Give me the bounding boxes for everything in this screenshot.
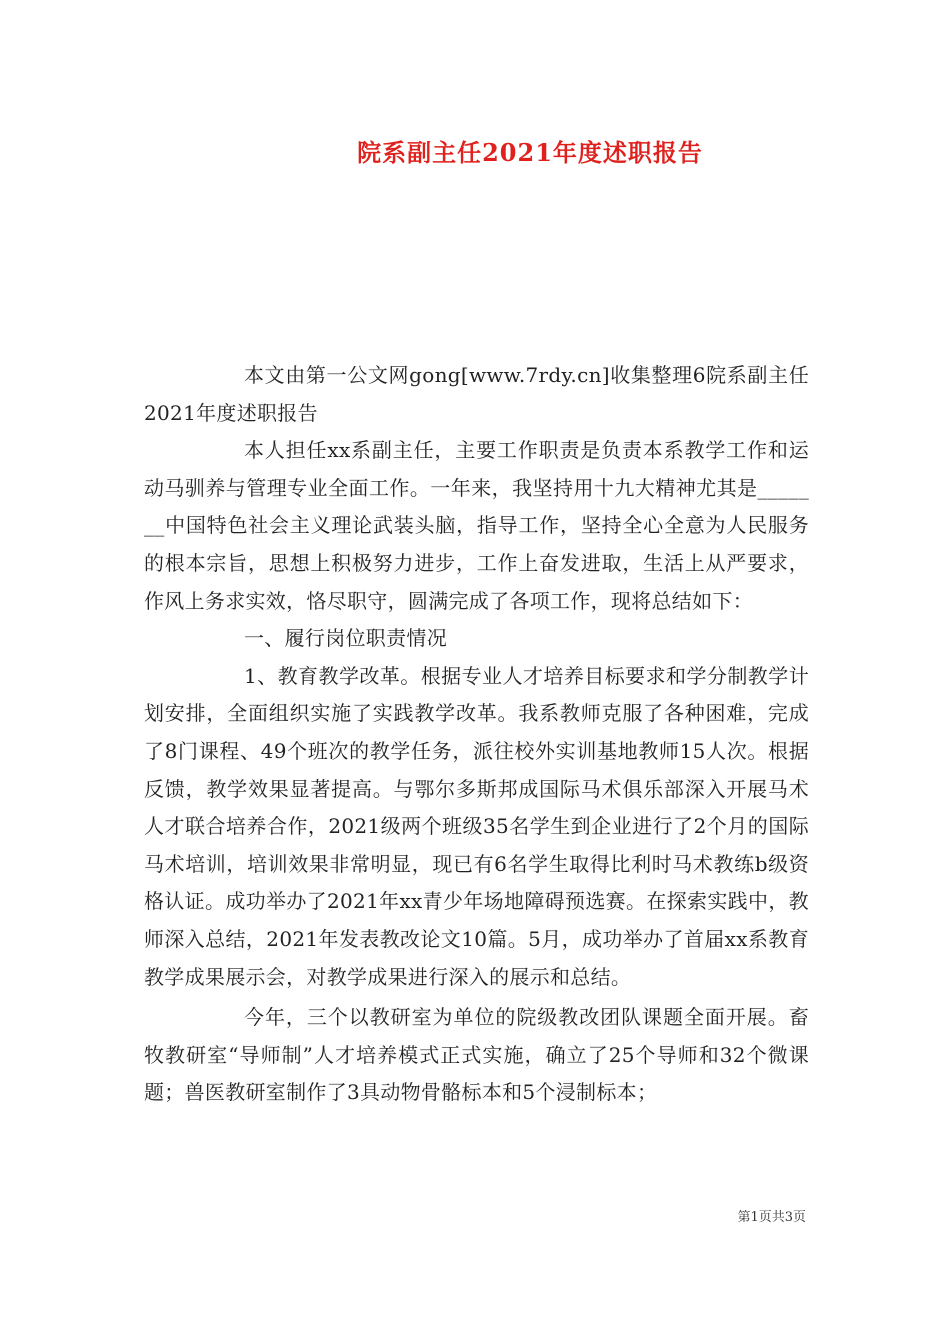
page-number-footer: 第1页共3页 — [737, 1210, 806, 1225]
section-heading: 一、履行岗位职责情况 — [244, 626, 447, 651]
paragraph-teaching-reform: 1、教育教学改革。根据专业人才培养目标要求和学分制教学计划安排，全面组织实施了实践教学改革。我系教师克服了各种困难，完成了8门课程、49个班次的教学任务，派往校外实训基地教师15人次。根据反馈，教学效果显著提高。与鄂尔多斯邦成国际马术俱乐部深入开展马术人才联合培养合作，2021级两个班级35名学生到企业进行了2个月的国际马术培训，培训效果非常明显，现已有6名学生取得比利时马术教练b级资格认证。成功举办了2021年xx青少年场地障碍预选赛。在探索实践中，教师深入总结，2021年发表教改论文10篇。5月，成功举办了首届xx系教育教学成果展示会，对教学成果进行深入的展示和总结。 — [144, 663, 809, 989]
document-body — [144, 357, 809, 1112]
paragraph-source-note: 本文由第一公文网gong[www.7rdy.cn]收集整理6院系副主任2021年度述职报告 — [144, 363, 809, 425]
document-title: 院系副主任2021年度述职报告 — [357, 138, 703, 167]
paragraph-research-teams: 今年，三个以教研室为单位的院级教改团队课题全面开展。畜牧教研室“导师制”人才培养模式正式实施，确立了25个导师和32个微课题；兽医教研室制作了3具动物骨骼标本和5个浸制标本； — [144, 1005, 809, 1105]
paragraph-intro: 本人担任xx系副主任，主要工作职责是负责本系教学工作和运动马驯养与管理专业全面工作。一年来，我坚持用十九大精神尤其是_______中国特色社会主义理论武装头脑，指导工作，坚持全心全意为人民服务的根本宗旨，思想上积极努力进步，工作上奋发进取，生活上从严要求，作风上务求实效，恪尽职守，圆满完成了各项工作，现将总结如下： — [144, 438, 809, 613]
